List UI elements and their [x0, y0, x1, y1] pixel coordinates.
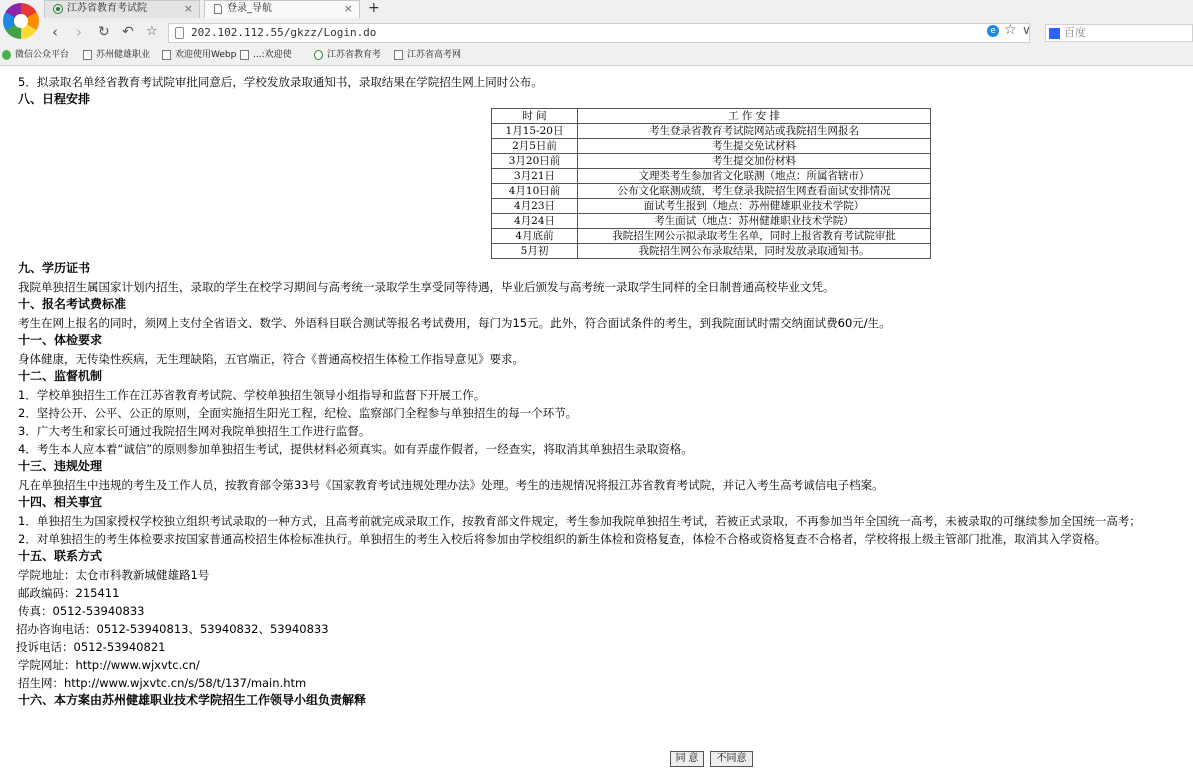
column-header-task: 工 作 安 排 — [578, 109, 931, 124]
page-icon — [394, 50, 403, 60]
page-icon — [240, 50, 249, 60]
cell-time: 3月21日 — [492, 169, 578, 184]
page-icon — [162, 50, 171, 60]
cell-task: 公布文化联测成绩，考生登录我院招生网查看面试安排情况 — [578, 184, 931, 199]
cell-time: 4月24日 — [492, 214, 578, 229]
cell-task: 我院招生网公示拟录取考生名单，同时上报省教育考试院审批 — [578, 229, 931, 244]
cell-task: 考生提交加份材料 — [578, 154, 931, 169]
section-heading-certificate: 九、学历证书 — [18, 261, 91, 275]
address-bar[interactable] — [168, 23, 1030, 43]
table-row — [492, 139, 931, 154]
related-item: 2．对单独招生的考生体检要求按国家普通高校招生体检标准执行。单独招生的考生入校后将参加由学校组织的新生体检和资格复查，体检不合格或资格复查不合格者，学校将报上级主管部门批准，取消其入学资格。 — [18, 532, 1107, 546]
contact-address: 学院地址：太仓市科教新城健雄路1号 — [18, 568, 210, 582]
search-placeholder: 百度 — [1064, 26, 1086, 39]
table-row — [492, 154, 931, 169]
contact-postcode: 邮政编码：215411 — [18, 586, 120, 600]
disagree-button[interactable]: 不同意 — [710, 751, 753, 767]
favorite-star-icon[interactable]: ☆ — [146, 24, 158, 39]
cell-task: 我院招生网公布录取结果，同时发放录取通知书。 — [578, 244, 931, 259]
bookmark-item[interactable] — [314, 48, 381, 62]
edu-favicon-icon — [314, 50, 323, 60]
page-content — [0, 67, 1193, 768]
browser-logo-icon[interactable] — [3, 3, 39, 39]
section-heading-related: 十四、相关事宜 — [18, 495, 103, 509]
table-row — [492, 214, 931, 229]
tab-strip — [44, 0, 1193, 18]
browser-chrome — [0, 0, 1193, 66]
table-row — [492, 244, 931, 259]
bookmark-star-icon[interactable]: ☆ — [1004, 22, 1017, 38]
page-favicon-icon — [213, 4, 223, 14]
column-header-time: 时 间 — [492, 109, 578, 124]
section-heading-health: 十一、体检要求 — [18, 333, 103, 347]
url-text: 202.102.112.55/gkzz/Login.do — [191, 26, 377, 39]
wechat-icon — [2, 50, 11, 60]
bookmark-label: 微信公众平台 — [15, 50, 70, 60]
search-engine-icon — [1049, 28, 1060, 39]
cell-task: 考生登录省教育考试院网站或我院招生网报名 — [578, 124, 931, 139]
contact-admission-site: 招生网：http://www.wjxvtc.cn/s/58/t/137/main.htm — [18, 676, 307, 690]
bookmark-label: 苏州健雄职业 — [96, 50, 151, 60]
navigation-bar — [44, 22, 1193, 44]
tab-close-icon[interactable]: × — [343, 2, 353, 15]
reload-icon[interactable]: ↻ — [98, 24, 110, 40]
admission-item-5: 5．拟录取名单经省教育考试院审批同意后，学校发放录取通知书，录取结果在学院招生网上同时公布。 — [18, 75, 543, 89]
table-row — [492, 169, 931, 184]
contact-complaint-phone: 投诉电话：0512-53940821 — [16, 640, 166, 654]
bookmark-label: 江苏省高考网 — [407, 50, 462, 60]
contact-inquiry-phone: 招办咨询电话：0512-53940813、53940832、53940833 — [16, 622, 329, 636]
section-heading-contact: 十五、联系方式 — [18, 549, 103, 563]
bookmark-item[interactable] — [162, 48, 236, 62]
section-heading-violations: 十三、违规处理 — [18, 459, 103, 473]
agree-button[interactable]: 同 意 — [670, 751, 704, 767]
cell-time: 5月初 — [492, 244, 578, 259]
table-row — [492, 184, 931, 199]
cell-time: 4月23日 — [492, 199, 578, 214]
shield-icon — [175, 27, 184, 39]
tab-close-icon[interactable]: × — [183, 2, 193, 15]
bookmark-label: ...:欢迎使 — [253, 50, 292, 60]
bookmark-item[interactable] — [240, 48, 292, 62]
back-arrow-icon[interactable]: ‹ — [52, 23, 58, 41]
section-text-violations: 凡在单独招生中违规的考生及工作人员，按教育部令第33号《国家教育考试违规处理办法》处理。考生的违规情况将报江苏省教育考试院，并记入考生高考诚信电子档案。 — [18, 478, 884, 492]
table-row — [492, 124, 931, 139]
schedule-table — [491, 108, 931, 259]
bookmark-item[interactable] — [83, 48, 150, 62]
tab-title: 江苏省教育考试院 — [67, 3, 147, 14]
table-row — [492, 229, 931, 244]
cell-time: 3月20日前 — [492, 154, 578, 169]
page-icon — [83, 50, 92, 60]
dropdown-chevron-icon[interactable]: ∨ — [1022, 23, 1031, 37]
cell-task: 考生面试（地点：苏州健雄职业技术学院） — [578, 214, 931, 229]
forward-arrow-icon[interactable]: › — [76, 23, 82, 41]
bookmark-item[interactable] — [2, 48, 69, 62]
table-row — [492, 199, 931, 214]
cell-time: 4月底前 — [492, 229, 578, 244]
supervision-item: 2．坚持公开、公平、公正的原则，全面实施招生阳光工程，纪检、监察部门全程参与单独招生的每一个环节。 — [18, 406, 578, 420]
supervision-item: 3．广大考生和家长可通过我院招生网对我院单独招生工作进行监督。 — [18, 424, 371, 438]
bookmark-label: 江苏省教育考 — [327, 50, 382, 60]
search-box[interactable] — [1045, 24, 1193, 42]
bookmark-item[interactable] — [394, 48, 461, 62]
bookmarks-bar — [0, 46, 1193, 64]
table-header-row — [492, 109, 931, 124]
ie-mode-icon[interactable]: e — [987, 25, 999, 37]
new-tab-button[interactable]: + — [368, 0, 380, 16]
cell-time: 2月5日前 — [492, 139, 578, 154]
contact-fax: 传真：0512-53940833 — [18, 604, 145, 618]
section-text-certificate: 我院单独招生属国家计划内招生，录取的学生在校学习期间与高考统一录取学生享受同等待遇，毕业后颁发与高考统一录取学生同样的全日制普通高校毕业文凭。 — [18, 280, 835, 294]
tab-login-nav[interactable] — [204, 0, 360, 18]
cell-task: 面试考生报到（地点：苏州健雄职业技术学院） — [578, 199, 931, 214]
tab-jiangsu-exam[interactable] — [44, 0, 200, 18]
tab-title: 登录_导航 — [227, 3, 272, 14]
section-heading-schedule: 八、日程安排 — [18, 92, 91, 106]
section-text-health: 身体健康，无传染性疾病，无生理缺陷，五官端正，符合《普通高校招生体检工作指导意见》要求。 — [18, 352, 524, 366]
cell-task: 考生提交免试材料 — [578, 139, 931, 154]
contact-website: 学院网址：http://www.wjxvtc.cn/ — [18, 658, 200, 672]
undo-icon[interactable]: ↶ — [122, 24, 134, 40]
section-heading-interpretation: 十六、本方案由苏州健雄职业技术学院招生工作领导小组负责解释 — [18, 693, 367, 707]
section-heading-fees: 十、报名考试费标准 — [18, 297, 127, 311]
cell-task: 文理类考生参加省文化联测（地点：所属省辖市） — [578, 169, 931, 184]
bookmark-label: 欢迎使用Webp — [175, 50, 237, 60]
supervision-item: 1．学校单独招生工作在江苏省教育考试院、学校单独招生领导小组指导和监督下开展工作。 — [18, 388, 486, 402]
site-favicon-icon — [53, 4, 63, 14]
cell-time: 4月10日前 — [492, 184, 578, 199]
section-heading-supervision: 十二、监督机制 — [18, 369, 103, 383]
section-text-fees: 考生在网上报名的同时，须网上支付全省语文、数学、外语科目联合测试等报名考试费用，每门为15元。此外，符合面试条件的考生，到我院面试时需交纳面试费60元/生。 — [18, 316, 891, 330]
cell-time: 1月15-20日 — [492, 124, 578, 139]
supervision-item: 4．考生本人应本着“诚信”的原则参加单独招生考试，提供材料必须真实。如有弄虚作假者，一经查实，将取消其单独招生录取资格。 — [18, 442, 693, 456]
related-item: 1．单独招生为国家授权学校独立组织考试录取的一种方式，且高考前就完成录取工作，按教育部文件规定，考生参加我院单独招生考试，若被正式录取，不再参加当年全国统一高考，未被录取的可继续参加全国统一高考； — [18, 514, 1141, 528]
